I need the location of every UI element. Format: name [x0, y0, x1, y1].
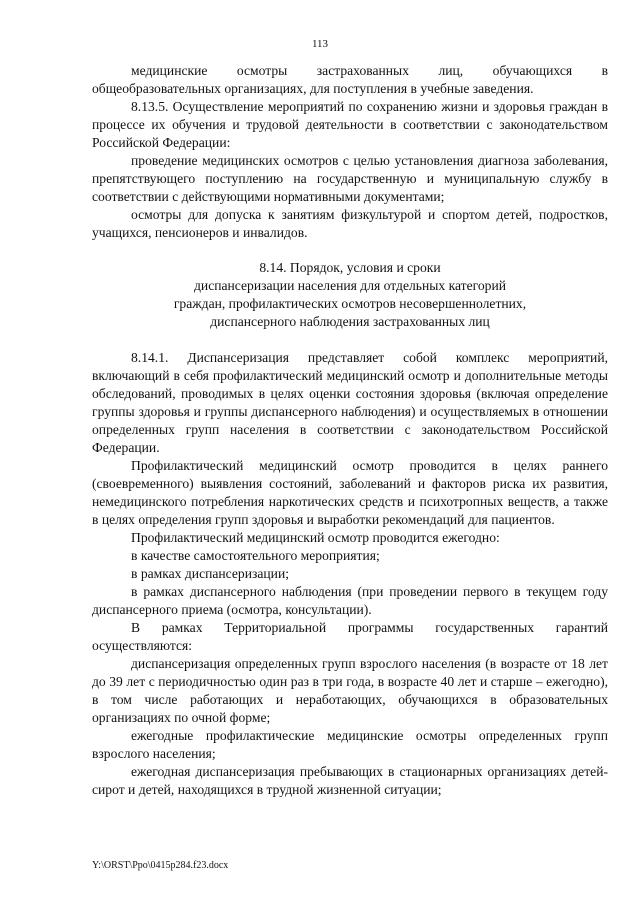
section-heading-line: диспансеризации населения для отдельных категорий	[194, 278, 506, 293]
paragraph: Профилактический медицинский осмотр проводится в целях раннего (своевременного) выявления состояний, заболеваний и факторов риска их развития, немедицинского потребления наркотических средств и психотропных веществ, а также в целях определения групп здоровья и выработки рекомендаций для пациентов.	[92, 458, 608, 527]
paragraph: медицинские осмотры застрахованных лиц, обучающихся в общеобразовательных организациях, для поступления в учебные заведения.	[92, 63, 608, 96]
paragraph: осмотры для допуска к занятиям физкультурой и спортом детей, подростков, учащихся, пенсионеров и инвалидов.	[92, 207, 608, 240]
paragraph: ежегодная диспансеризация пребывающих в стационарных организациях детей-сирот и детей, находящихся в трудной жизненной ситуации;	[92, 764, 608, 797]
paragraph: Профилактический медицинский осмотр проводится ежегодно:	[131, 530, 500, 545]
paragraph: в рамках диспансеризации;	[131, 566, 289, 581]
page-number: 113	[311, 38, 329, 50]
section-heading-line: 8.14. Порядок, условия и сроки	[259, 260, 441, 275]
paragraph: В рамках Территориальной программы государственных гарантий осуществляются:	[92, 620, 608, 653]
paragraph: в рамках диспансерного наблюдения (при проведении первого в текущем году диспансерного приема (осмотра, консультации).	[92, 584, 608, 617]
paragraph: в качестве самостоятельного мероприятия;	[131, 548, 380, 563]
paragraph: ежегодные профилактические медицинские осмотры определенных групп взрослого населения;	[92, 728, 608, 761]
paragraph: 8.14.1. Диспансеризация представляет собой комплекс мероприятий, включающий в себя профилактический медицинский осмотр и дополнительные методы обследований, проводимых в целях оценки состояния здоровья (включая определение группы здоровья и группы диспансерного наблюдения) и осуществляемых в отношении определенных групп населения в соответствии с законодательством Российской Федерации.	[92, 350, 608, 455]
paragraph: проведение медицинских осмотров с целью установления диагноза заболевания, препятствующего поступлению на государственную и муниципальную службу в соответствии с действующими нормативными документами;	[92, 153, 608, 204]
paragraph: диспансеризация определенных групп взрослого населения (в возрасте от 18 лет до 39 лет с периодичностью один раз в три года, в возрасте 40 лет и старше – ежегодно), в том числе работающих и неработающих, обучающихся в образовательных организациях по очной форме;	[92, 656, 608, 725]
document-body	[92, 62, 608, 799]
footer-file-path: Y:\ORST\Ppo\0415p284.f23.docx	[92, 860, 229, 871]
section-heading-line: диспансерного наблюдения застрахованных лиц	[210, 314, 490, 329]
section-heading-line: граждан, профилактических осмотров несовершеннолетних,	[173, 296, 527, 311]
paragraph: 8.13.5. Осуществление мероприятий по сохранению жизни и здоровья граждан в процессе их обучения и трудовой деятельности в соответствии с законодательством Российской Федерации:	[92, 99, 608, 150]
section-heading	[92, 259, 608, 331]
